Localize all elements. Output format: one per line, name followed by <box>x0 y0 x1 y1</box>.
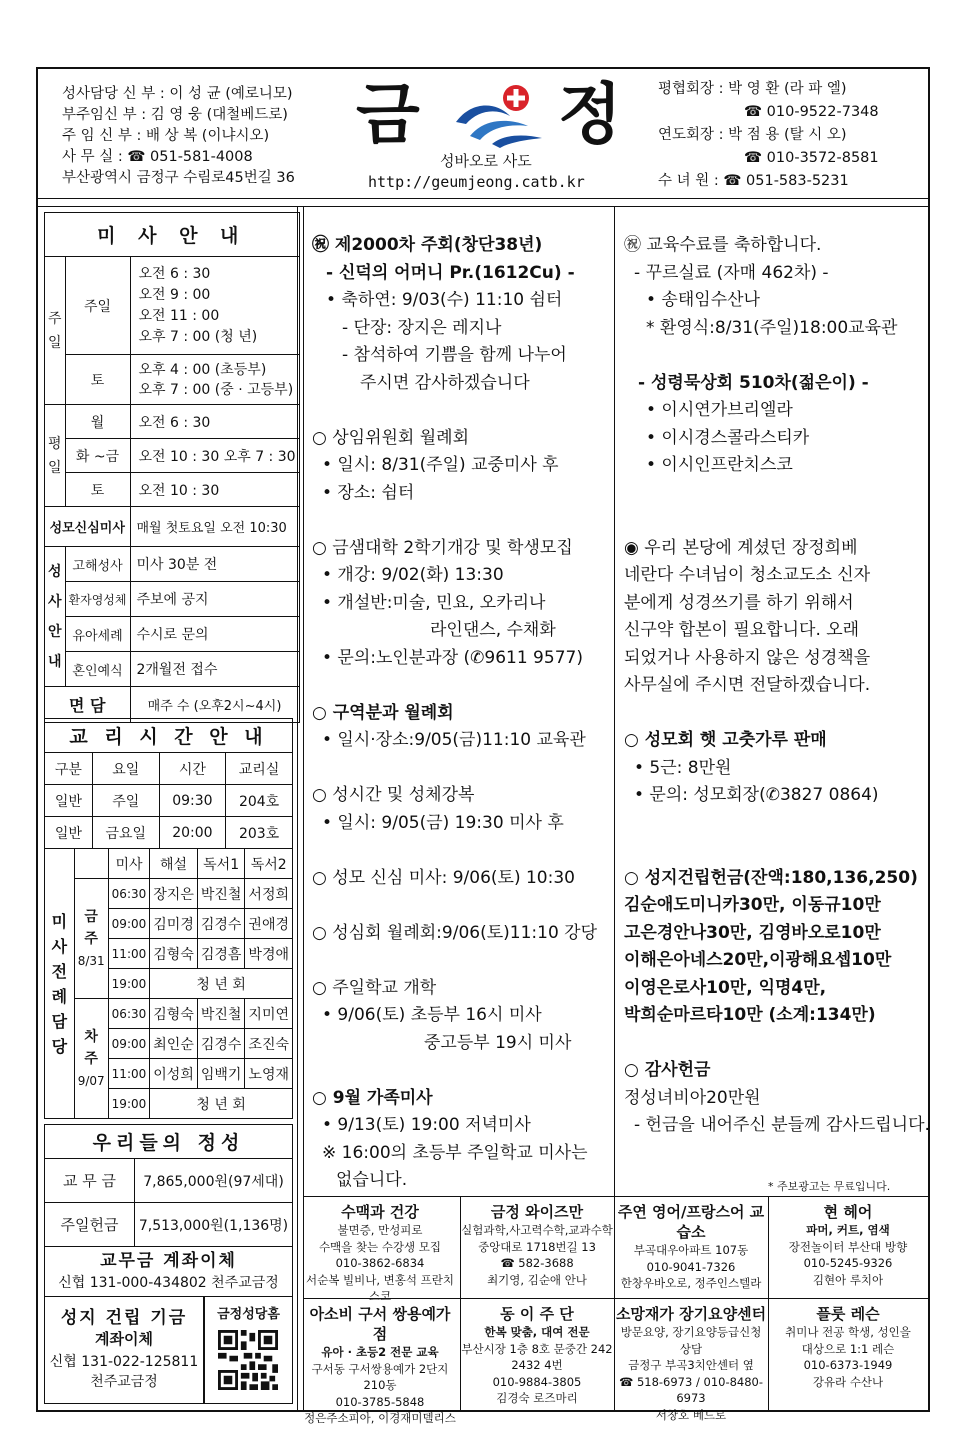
news-line: - 참석하여 기쁨을 함께 나누어 <box>342 345 567 365</box>
news-line: 주시면 감사하겠습니다 <box>360 372 530 393</box>
news-line: * 환영식:8/31(주일)18:00교육관 <box>646 317 898 338</box>
news-line: 사무실에 주시면 전달하겠습니다. <box>624 675 871 695</box>
news-line: 박희순마르타10만 (소계:134만) <box>624 1005 876 1025</box>
news-line <box>624 1030 924 1058</box>
website-url[interactable]: http://geumjeong.catb.kr <box>368 173 585 191</box>
news-column-right <box>624 232 930 1140</box>
ad-line: 010-3862-6834 <box>335 1256 425 1270</box>
patron-subtitle: 성바오로 사도 <box>440 152 532 170</box>
news-line: • 개강: 9/02(화) 13:30 <box>322 565 504 585</box>
news-line: ○ 성지건립헌금(잔액:180,136,250) <box>624 867 918 888</box>
news-line: ※ 16:00의 초등부 주일학교 미사는 <box>322 1142 588 1163</box>
ad-title: 주연 영어/프랑스어 교습소 <box>617 1203 765 1241</box>
parish-logo-icon <box>452 80 546 150</box>
news-line: • 개설반:미술, 민요, 오카리나 <box>322 592 546 613</box>
qr-box[interactable]: 금정성당홈 <box>204 1296 293 1404</box>
weekday-group-label: 평일 <box>45 405 66 507</box>
ad-line: 한창우바오로, 정주인스텔라 <box>620 1276 762 1290</box>
sunday-group-label: 주일 <box>45 257 66 405</box>
news-line: • 문의: 성모회장(✆3827 0864) <box>634 785 879 805</box>
ad-line: 중앙대로 1718번길 13 <box>478 1239 596 1254</box>
ad-title: 현 헤어 <box>823 1203 873 1221</box>
news-line: - 헌금을 내어주신 분들께 감사드립니다. <box>634 1115 930 1135</box>
ad-title: 아소비 구서 쌍용예가점 <box>309 1305 451 1343</box>
news-line: • 이시인프란치스코 <box>646 455 793 475</box>
ad-title: 수맥과 건강 <box>341 1203 419 1221</box>
header-left: 성사담당 신 부 : 이 성 균 (예로니모) 부주임신 부 : 김 영 웅 (대철베드로) 주 임 신 부 : 배 상 복 (이냐시오) 사 무 실 : ☎ 051-581-4008 부산광역시 금정구 수림로45번길 36 <box>62 86 295 186</box>
news-line: ○ 상임위원회 월례회 <box>312 427 470 448</box>
catechism-table: 교 리 시 간 안 내 구분 요일 시간 교리실 일반 주일 09:30 204호 일반 금요일 20:00 203호 <box>44 718 293 849</box>
news-line: 김순애도미니카30만, 이동규10만 <box>624 895 881 915</box>
news-line: ◉ 우리 본당에 계셨던 장정희베 <box>624 537 858 558</box>
news-line <box>624 342 924 370</box>
ad-line: 수맥을 찾는 수강생 모집 <box>318 1239 442 1254</box>
ad-box <box>303 1304 457 1427</box>
ad-line: 010-6373-1949 <box>803 1358 893 1372</box>
news-line: 중고등부 19시 미사 <box>424 1032 572 1053</box>
ad-line: 010-5245-9326 <box>803 1256 893 1270</box>
ad-line: 서창호 베드로 <box>655 1407 727 1422</box>
ad-line: 정은주소피아, 이경재미델리스 <box>304 1411 456 1425</box>
news-line <box>624 837 924 865</box>
news-line: ○ 성모 신심 미사: 9/06(토) 10:30 <box>312 867 575 888</box>
news-line: • 9/13(토) 19:00 저녁미사 <box>322 1115 531 1135</box>
title-left: 금 <box>356 76 420 153</box>
qr-code-icon[interactable] <box>218 1330 278 1390</box>
ad-line: 010-9041-7326 <box>646 1259 736 1274</box>
ad-line: 김현아 루치아 <box>812 1272 884 1287</box>
ad-line: 대상으로 1:1 레슨 <box>801 1341 895 1356</box>
news-line: 되었거나 사용하지 않은 성경책을 <box>624 647 871 668</box>
news-line <box>312 755 610 783</box>
news-line: ○ 성심회 월례회:9/06(토)11:10 강당 <box>312 922 598 943</box>
ad-line: 부곡대우아파트 107동 <box>633 1243 749 1257</box>
mass-schedule-table: 미 사 안 내 주일 주일 오전 6 : 30 오전 9 : 00 오전 11 : 00 오후 7 : 00 (청 년) 토 오후 4 : 00 (초등부) 오후 7 : 00 (중 · 고등부) 평일 월 오전 6 : 30 화 ~금 오전 10 : 30 오후 7 : 30 토 오전 10 : 30 성모신심미사 매월 첫토요일 오전 10:30 성사안내 고해성사 미사 30분 전 환자영성체 주보에 공지 유아세례 수시로 문의 혼인예식 2개월전 접수 면 담 매주 수 (오후2시~4시) <box>44 212 300 723</box>
news-line: 네란다 수녀님이 청소교도소 신자 <box>624 565 871 585</box>
ad-box <box>768 1304 928 1390</box>
ad-line: 파머, 커트, 염색 <box>806 1223 890 1237</box>
news-line: • 일시·장소:9/05(금)11:10 교육관 <box>322 730 586 750</box>
news-line: 이해은아네스20만,이광해요셉10만 <box>624 950 892 970</box>
news-line: 분에게 성경쓰기를 하기 위해서 <box>624 592 854 613</box>
news-line: • 5근: 8만원 <box>634 757 732 778</box>
news-line: ㊗ 제2000차 주회(창단38년) <box>312 235 543 255</box>
ad-box <box>768 1202 928 1288</box>
news-column-middle <box>312 232 610 1195</box>
news-line: 라인댄스, 수채화 <box>430 620 556 640</box>
news-line: 신구약 합본이 필요합니다. 오래 <box>624 620 860 640</box>
ad-title: 플룻 레슨 <box>816 1305 880 1323</box>
news-line: ○ 성모회 햇 고춧가루 판매 <box>624 730 827 750</box>
news-line <box>312 672 610 700</box>
ad-note: * 주보광고는 무료입니다. <box>768 1180 891 1193</box>
news-line <box>312 892 610 920</box>
news-line: • 이시연가브리엘라 <box>646 400 793 420</box>
news-line: ○ 감사헌금 <box>624 1060 711 1080</box>
ad-line: 취미나 전공 학생, 성인을 <box>785 1325 911 1339</box>
news-line: ○ 성시간 및 성체강복 <box>312 785 475 805</box>
news-line <box>624 480 924 508</box>
offering-table: 우리들의 정성 교 무 금 7,865,000원(97세대) 주일헌금 7,513,000원(1,136명) 교무금 계좌이체 신협 131-000-434802 천주교금정 <box>44 1124 293 1297</box>
ad-line: 장전놀이터 부산대 방향 <box>788 1239 908 1254</box>
news-line: ○ 구역분과 월례회 <box>312 702 454 723</box>
ad-line: ☎ 518-6973 / 010-8480-6973 <box>618 1374 764 1405</box>
ad-line: 김경숙 로즈마리 <box>496 1391 578 1405</box>
ad-box <box>614 1202 768 1308</box>
news-line: ㊗ 교육수료를 축하합니다. <box>624 235 822 255</box>
news-line: ○ 9월 가족미사 <box>312 1087 433 1108</box>
news-line: • 축하연: 9/03(수) 11:10 쉼터 <box>326 290 563 310</box>
building-fund-box: 성지 건립 기금 계좌이체 신협 131-022-125811 천주교금정 <box>44 1296 204 1404</box>
news-line: - 단장: 장지은 레지나 <box>342 317 502 338</box>
sacrament-group-label: 성사안내 <box>45 547 66 687</box>
ad-line: ☎ 582-3688 <box>500 1256 574 1270</box>
news-line <box>624 507 924 535</box>
ad-line: 한복 맞춤, 대여 전문 <box>484 1325 590 1339</box>
ad-line: 금정구 부곡3치안센터 옆 <box>628 1358 754 1372</box>
news-line: • 장소: 쉼터 <box>322 482 415 503</box>
news-line: - 신덕의 어머니 Pr.(1612Cu) - <box>326 262 575 283</box>
ad-line: 010-9884-3805 <box>492 1374 582 1389</box>
news-line: 이영은로사10만, 익명4만, <box>624 977 827 998</box>
news-line: - 성령묵상회 510차(젊은이) - <box>638 372 869 393</box>
title-right: 정 <box>558 76 622 153</box>
news-line: 정성녀비아20만원 <box>624 1087 761 1108</box>
ad-title: 동 이 주 단 <box>500 1305 574 1323</box>
ad-title: 소망재가 장기요양센터 <box>615 1305 767 1323</box>
ad-line: 부산시장 1층 8호 문중간 242 2432 4번 <box>461 1341 613 1372</box>
ad-line: 방문요양, 장기요양등급신청 상담 <box>620 1325 762 1356</box>
ad-box <box>614 1304 768 1423</box>
news-line: - 꾸르실료 (자매 462차) - <box>634 262 829 283</box>
news-line: 고은경안나30만, 김영바오로10만 <box>624 922 881 943</box>
news-line: • 9/06(토) 초등부 16시 미사 <box>322 1005 542 1025</box>
news-line: • 일시: 8/31(주일) 교중미사 후 <box>322 455 559 475</box>
news-line <box>624 810 924 838</box>
news-line <box>624 700 924 728</box>
ad-box <box>460 1304 614 1407</box>
ad-box <box>460 1202 614 1288</box>
news-line: • 일시: 9/05(금) 19:30 미사 후 <box>322 812 564 833</box>
news-line <box>312 947 610 975</box>
ad-line: 유아 · 초등2 전문 교육 <box>321 1345 439 1359</box>
ad-line: 불면증, 만성피로 <box>337 1223 423 1237</box>
news-line <box>312 397 610 425</box>
ad-title: 금정 와이즈만 <box>490 1203 584 1221</box>
ad-line: 서순복 빌비나, 변홍석 프란치스코 <box>306 1272 454 1303</box>
news-line: • 이시경스콜라스티카 <box>646 427 810 448</box>
header-right: 평협회장 : 박 영 환 (라 파 엘) ☎ 010-9522-7348 연도회장 : 박 점 용 (탈 시 오) ☎ 010-3572-8581 수 녀 원 : ☎ 051-583-5231 <box>658 81 879 189</box>
news-line <box>312 837 610 865</box>
news-line: ○ 주일학교 개학 <box>312 977 437 998</box>
ad-line: 010-3785-5848 <box>335 1394 425 1409</box>
ad-line: 구서동 구서쌍용예가 2단지 210동 <box>311 1361 449 1392</box>
ad-line: 강유라 수산나 <box>812 1374 884 1389</box>
news-line: ○ 금샘대학 2학기개강 및 학생모집 <box>312 537 573 558</box>
ad-box <box>303 1202 457 1305</box>
ministry-table: 미사전례담당 미사 해설 독서1 독서2 금주 8/31 06:30 장지은 박진철 서정희 09:00 김미경 김경수 권애경 11:00 김형숙 김경흠 박경애 19:00 청 년 회 차주 9/07 06:30 김형숙 박진철 지미연 09:00 최인순 김경수 조진숙 11:00 이성희 임백기 노영재 19:00 청 년 회 <box>44 848 293 1119</box>
ad-line: 최기영, 김순애 안나 <box>487 1272 587 1287</box>
news-line: • 송태임수산나 <box>646 290 760 310</box>
news-line <box>312 507 610 535</box>
news-line <box>312 1057 610 1085</box>
news-line: 없습니다. <box>336 1170 408 1190</box>
news-line: • 문의:노인분과장 (✆9611 9577) <box>322 647 583 668</box>
ad-line: 실험과학,사고력수학,교과수학 <box>461 1223 613 1237</box>
